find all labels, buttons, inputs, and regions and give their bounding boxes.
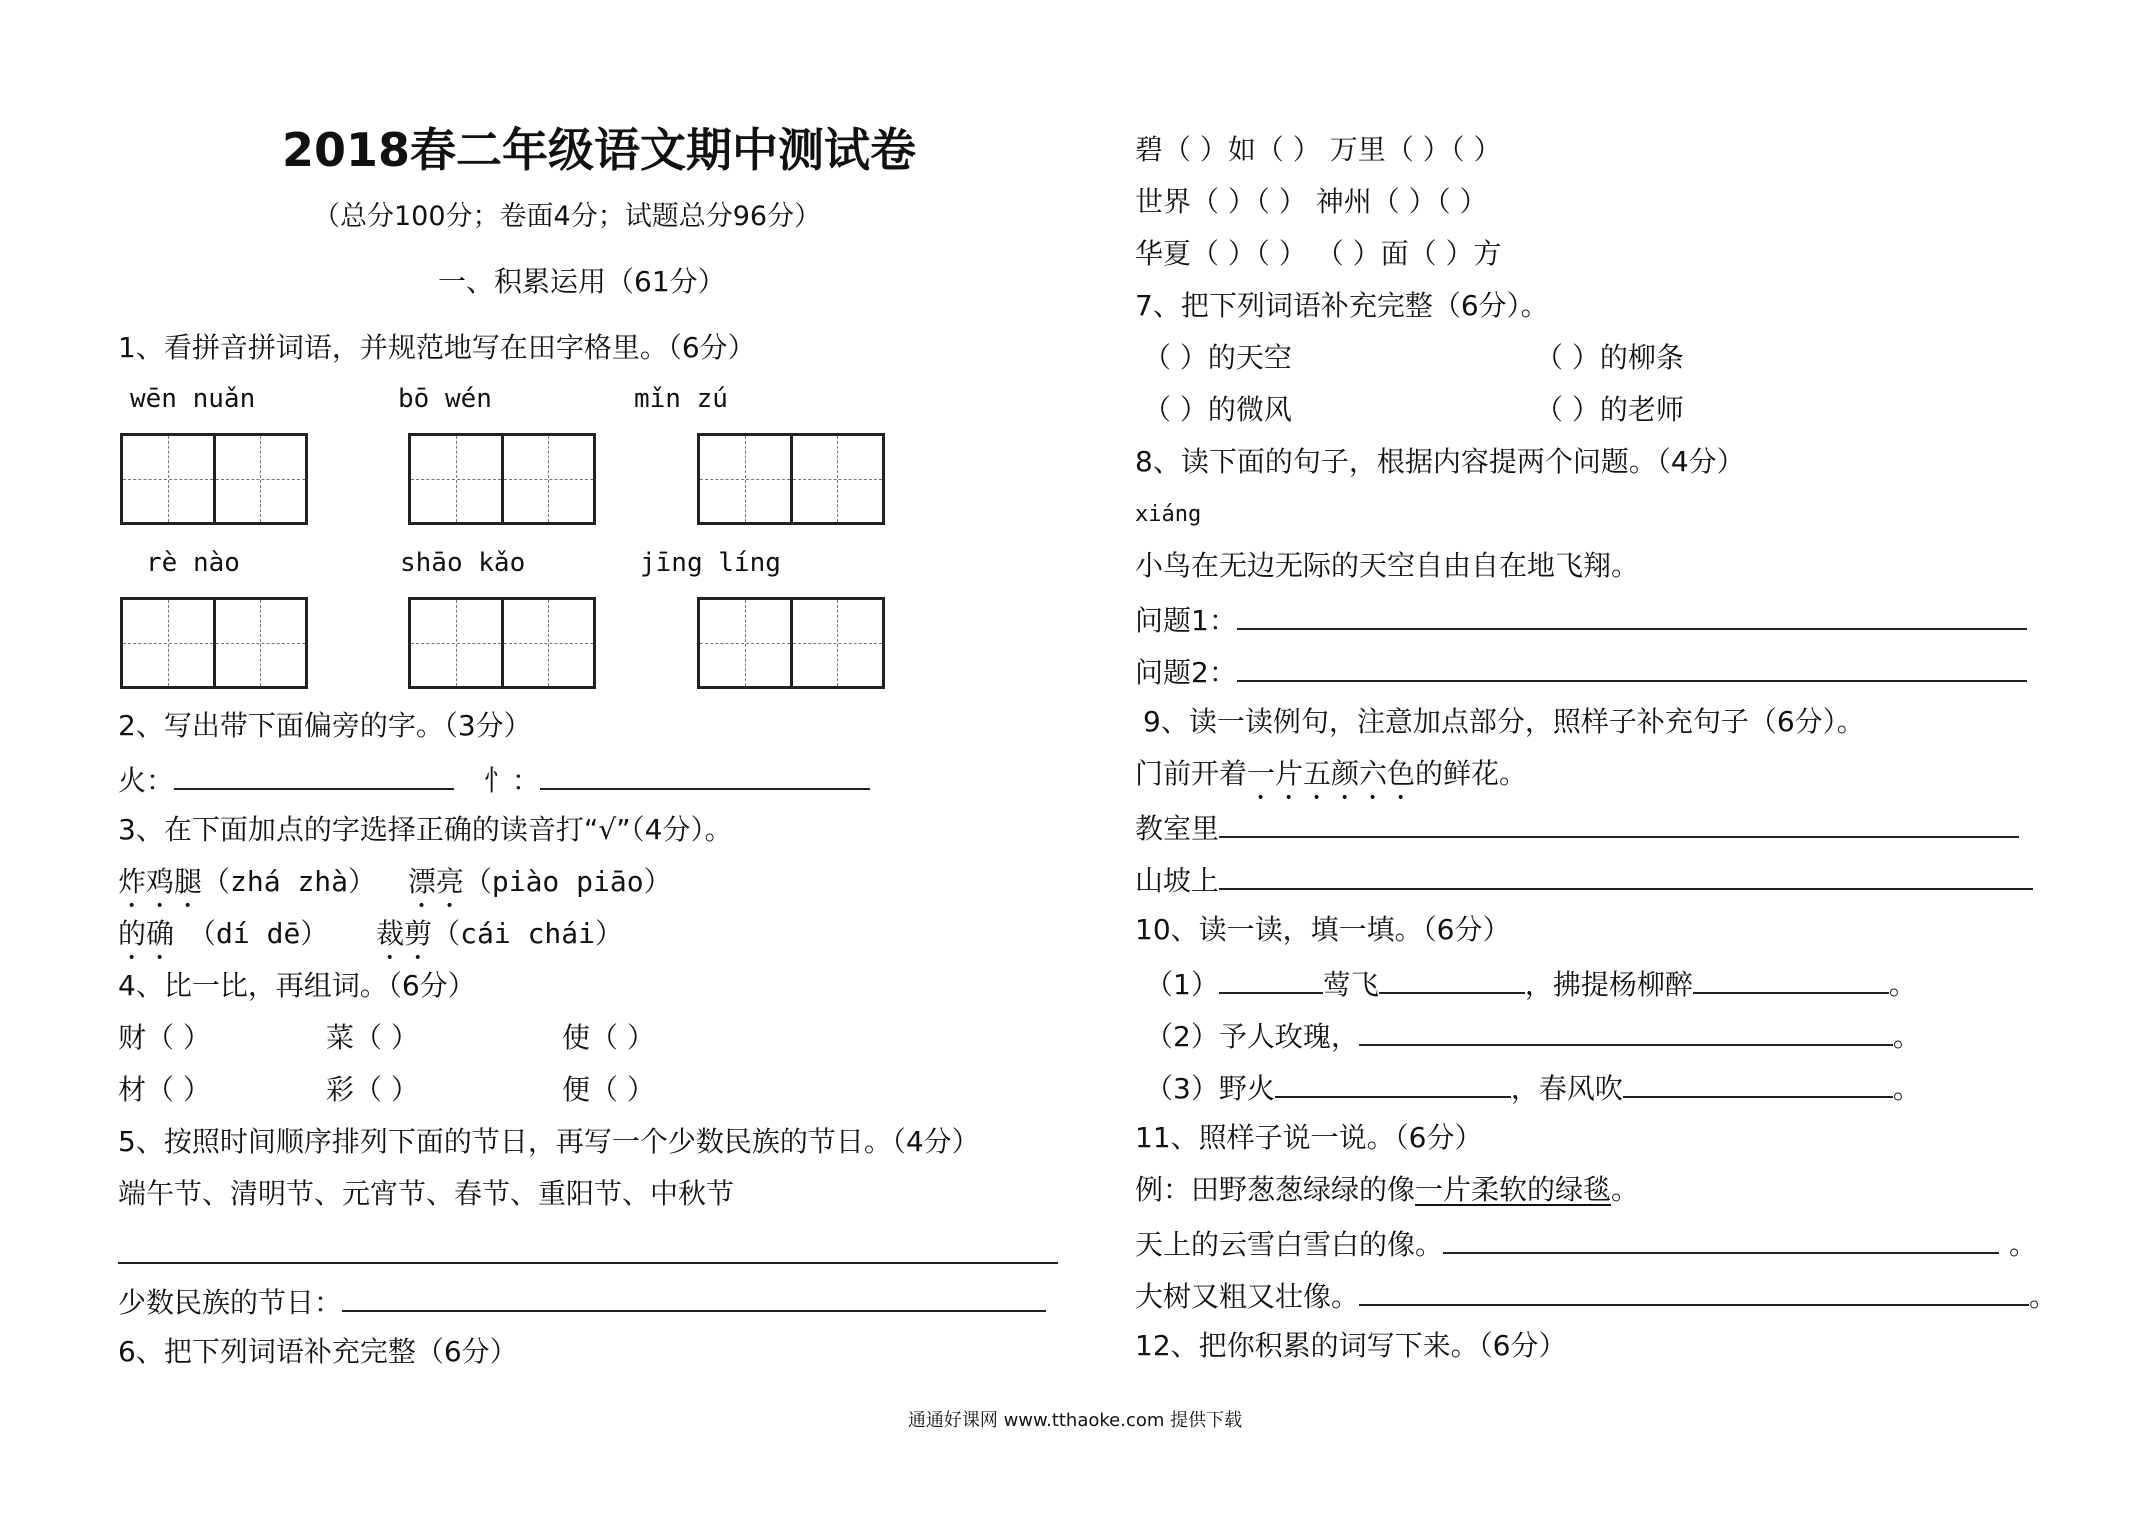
answer-blank[interactable] [174, 758, 454, 790]
punctuation: 。 [1892, 1072, 1921, 1105]
tianzige-box[interactable] [697, 433, 885, 525]
emphasized-text: 一片五颜六色 [1247, 757, 1416, 790]
answer-blank[interactable] [1623, 1066, 1893, 1098]
radical-line [118, 758, 870, 801]
pinyin-label: wēn nuǎn [130, 384, 256, 414]
compare-item[interactable]: 彩（ ） [326, 1073, 419, 1106]
simile-prompt: 天上的云雪白雪白的像。 [1135, 1228, 1444, 1261]
word-with-dot: 漂亮 [407, 865, 464, 898]
question-label: 问题2： [1135, 656, 1237, 689]
radical-heart: 忄： [483, 764, 540, 797]
answer-blank[interactable] [540, 758, 870, 790]
reading-sentence: 小鸟在无边无际的天空自由自在地飞翔。 [1135, 549, 1640, 582]
punctuation: 。 [2009, 1228, 2038, 1261]
idiom-row[interactable]: 碧（ ）如（ ） 万里（ ）（ ） [1135, 133, 1502, 166]
section-heading: 一、积累运用（61分） [438, 265, 726, 298]
question-8: 8、读下面的句子，根据内容提两个问题。（4分） [1135, 445, 1745, 478]
question-10: 10、读一读，填一填。（6分） [1135, 913, 1511, 946]
example-text: 门前开着 [1135, 757, 1248, 790]
poem-text: 莺飞 [1322, 968, 1379, 1001]
pinyin-label: shāo kǎo [400, 548, 526, 578]
answer-blank[interactable] [1219, 858, 2033, 890]
pinyin-annotation: xiáng [1135, 502, 1202, 527]
question-6: 6、把下列词语补充完整（6分） [118, 1335, 518, 1368]
answer-blank[interactable] [1693, 962, 1889, 994]
idiom-row[interactable]: 华夏（ ）（ ） （ ）面（ ）方 [1135, 237, 1502, 270]
pinyin-options[interactable]: （zhá zhà） [202, 865, 377, 898]
compare-item[interactable]: 财（ ） [118, 1021, 211, 1054]
question-4: 4、比一比，再组词。（6分） [118, 969, 476, 1002]
answer-blank[interactable] [1219, 806, 2019, 838]
pinyin-label: mǐn zú [634, 384, 728, 414]
idiom-row[interactable]: 世界（ ）（ ） 神州（ ）（ ） [1135, 185, 1488, 218]
fill-label: 山坡上 [1135, 864, 1220, 897]
compare-item[interactable]: 使（ ） [562, 1021, 655, 1054]
phrase-blank[interactable]: （ ）的天空 [1143, 341, 1292, 374]
footer-credit: 通通好课网 www.tthaoke.com 提供下载 [907, 1410, 1243, 1431]
word-with-dot: 炸鸡腿 [118, 865, 203, 898]
example-text: 例：田野葱葱绿绿的像 [1135, 1173, 1416, 1206]
tianzige-box[interactable] [408, 433, 596, 525]
fill-line [1135, 806, 2019, 849]
answer-blank[interactable] [1359, 1274, 2029, 1306]
phrase-blank[interactable]: （ ）的柳条 [1535, 341, 1684, 374]
answer-blank[interactable] [1237, 650, 2027, 682]
answer-blank[interactable] [1443, 1222, 1999, 1254]
example-sentence [1135, 754, 1527, 806]
compare-item[interactable]: 菜（ ） [326, 1021, 419, 1054]
example-text: 的鲜花。 [1415, 757, 1528, 790]
example-text: 。 [1611, 1173, 1640, 1206]
poem-text: （3）野火 [1145, 1072, 1275, 1105]
tianzige-box[interactable] [120, 597, 308, 689]
phrase-blank[interactable]: （ ）的微风 [1143, 393, 1292, 426]
question-7: 7、把下列词语补充完整（6分）。 [1135, 289, 1549, 322]
tianzige-box[interactable] [408, 597, 596, 689]
fill-line [1135, 858, 2033, 901]
underlined-text: 一片柔软的绿毯 [1415, 1173, 1612, 1206]
phrase-blank[interactable]: （ ）的老师 [1535, 393, 1684, 426]
question-9: 9、读一读例句，注意加点部分，照样子补充句子（6分）。 [1143, 705, 1865, 738]
poem-line [1145, 1014, 1921, 1057]
punctuation: 。 [2029, 1280, 2058, 1313]
item-number: （1） [1145, 968, 1219, 1001]
simile-line [1135, 1274, 2057, 1317]
page-title: 2018春二年级语文期中测试卷 [282, 123, 917, 177]
word-with-dot: 裁剪 [376, 917, 433, 950]
question-line [1135, 598, 2027, 641]
pronunciation-row [118, 914, 623, 966]
pronunciation-row [118, 862, 672, 914]
punctuation: 。 [1892, 1020, 1921, 1053]
answer-blank[interactable] [1237, 598, 2027, 630]
pinyin-options[interactable]: （piào piāo） [463, 865, 672, 898]
question-2: 2、写出带下面偏旁的字。（3分） [118, 709, 532, 742]
question-1: 1、看拼音拼词语，并规范地写在田字格里。（6分） [118, 331, 756, 364]
example-sentence [1135, 1170, 1639, 1210]
tianzige-box[interactable] [120, 433, 308, 525]
answer-blank[interactable] [1359, 1014, 1893, 1046]
minority-festival-label: 少数民族的节日： [118, 1286, 343, 1319]
simile-line [1135, 1222, 2037, 1265]
radical-fire: 火： [118, 764, 175, 797]
poem-text: （2）予人玫瑰， [1145, 1020, 1359, 1053]
poem-text: ，春风吹 [1510, 1072, 1623, 1105]
festival-list: 端午节、清明节、元宵节、春节、重阳节、中秋节 [118, 1177, 735, 1210]
question-3: 3、在下面加点的字选择正确的读音打“√”（4分）。 [118, 813, 733, 846]
poem-line [1145, 962, 1917, 1005]
answer-blank[interactable] [1379, 962, 1525, 994]
answer-line[interactable] [118, 1262, 1058, 1264]
minority-festival-line [118, 1280, 1046, 1323]
question-5: 5、按照时间顺序排列下面的节日，再写一个少数民族的节日。（4分） [118, 1125, 980, 1158]
answer-blank[interactable] [1219, 962, 1323, 994]
punctuation: 。 [1888, 968, 1917, 1001]
pinyin-options[interactable]: （dí dē） [188, 917, 329, 950]
answer-blank[interactable] [1275, 1066, 1511, 1098]
simile-prompt: 大树又粗又壮像。 [1135, 1280, 1360, 1313]
tianzige-box[interactable] [697, 597, 885, 689]
fill-label: 教室里 [1135, 812, 1220, 845]
question-label: 问题1： [1135, 604, 1237, 637]
compare-item[interactable]: 便（ ） [562, 1073, 655, 1106]
pinyin-label: rè nào [146, 548, 240, 578]
question-11: 11、照样子说一说。（6分） [1135, 1121, 1483, 1154]
pinyin-options[interactable]: （cái chái） [432, 917, 624, 950]
word-with-dot: 的确 [118, 917, 175, 950]
page-subtitle: （总分100分；卷面4分；试题总分96分） [313, 201, 822, 232]
question-line [1135, 650, 2027, 693]
compare-item[interactable]: 材（ ） [118, 1073, 211, 1106]
question-12: 12、把你积累的词写下来。（6分） [1135, 1329, 1567, 1362]
answer-blank[interactable] [342, 1280, 1046, 1312]
pinyin-label: jīng líng [640, 548, 781, 578]
poem-text: ，拂提杨柳醉 [1524, 968, 1693, 1001]
pinyin-label: bō wén [398, 384, 492, 414]
poem-line [1145, 1066, 1921, 1109]
